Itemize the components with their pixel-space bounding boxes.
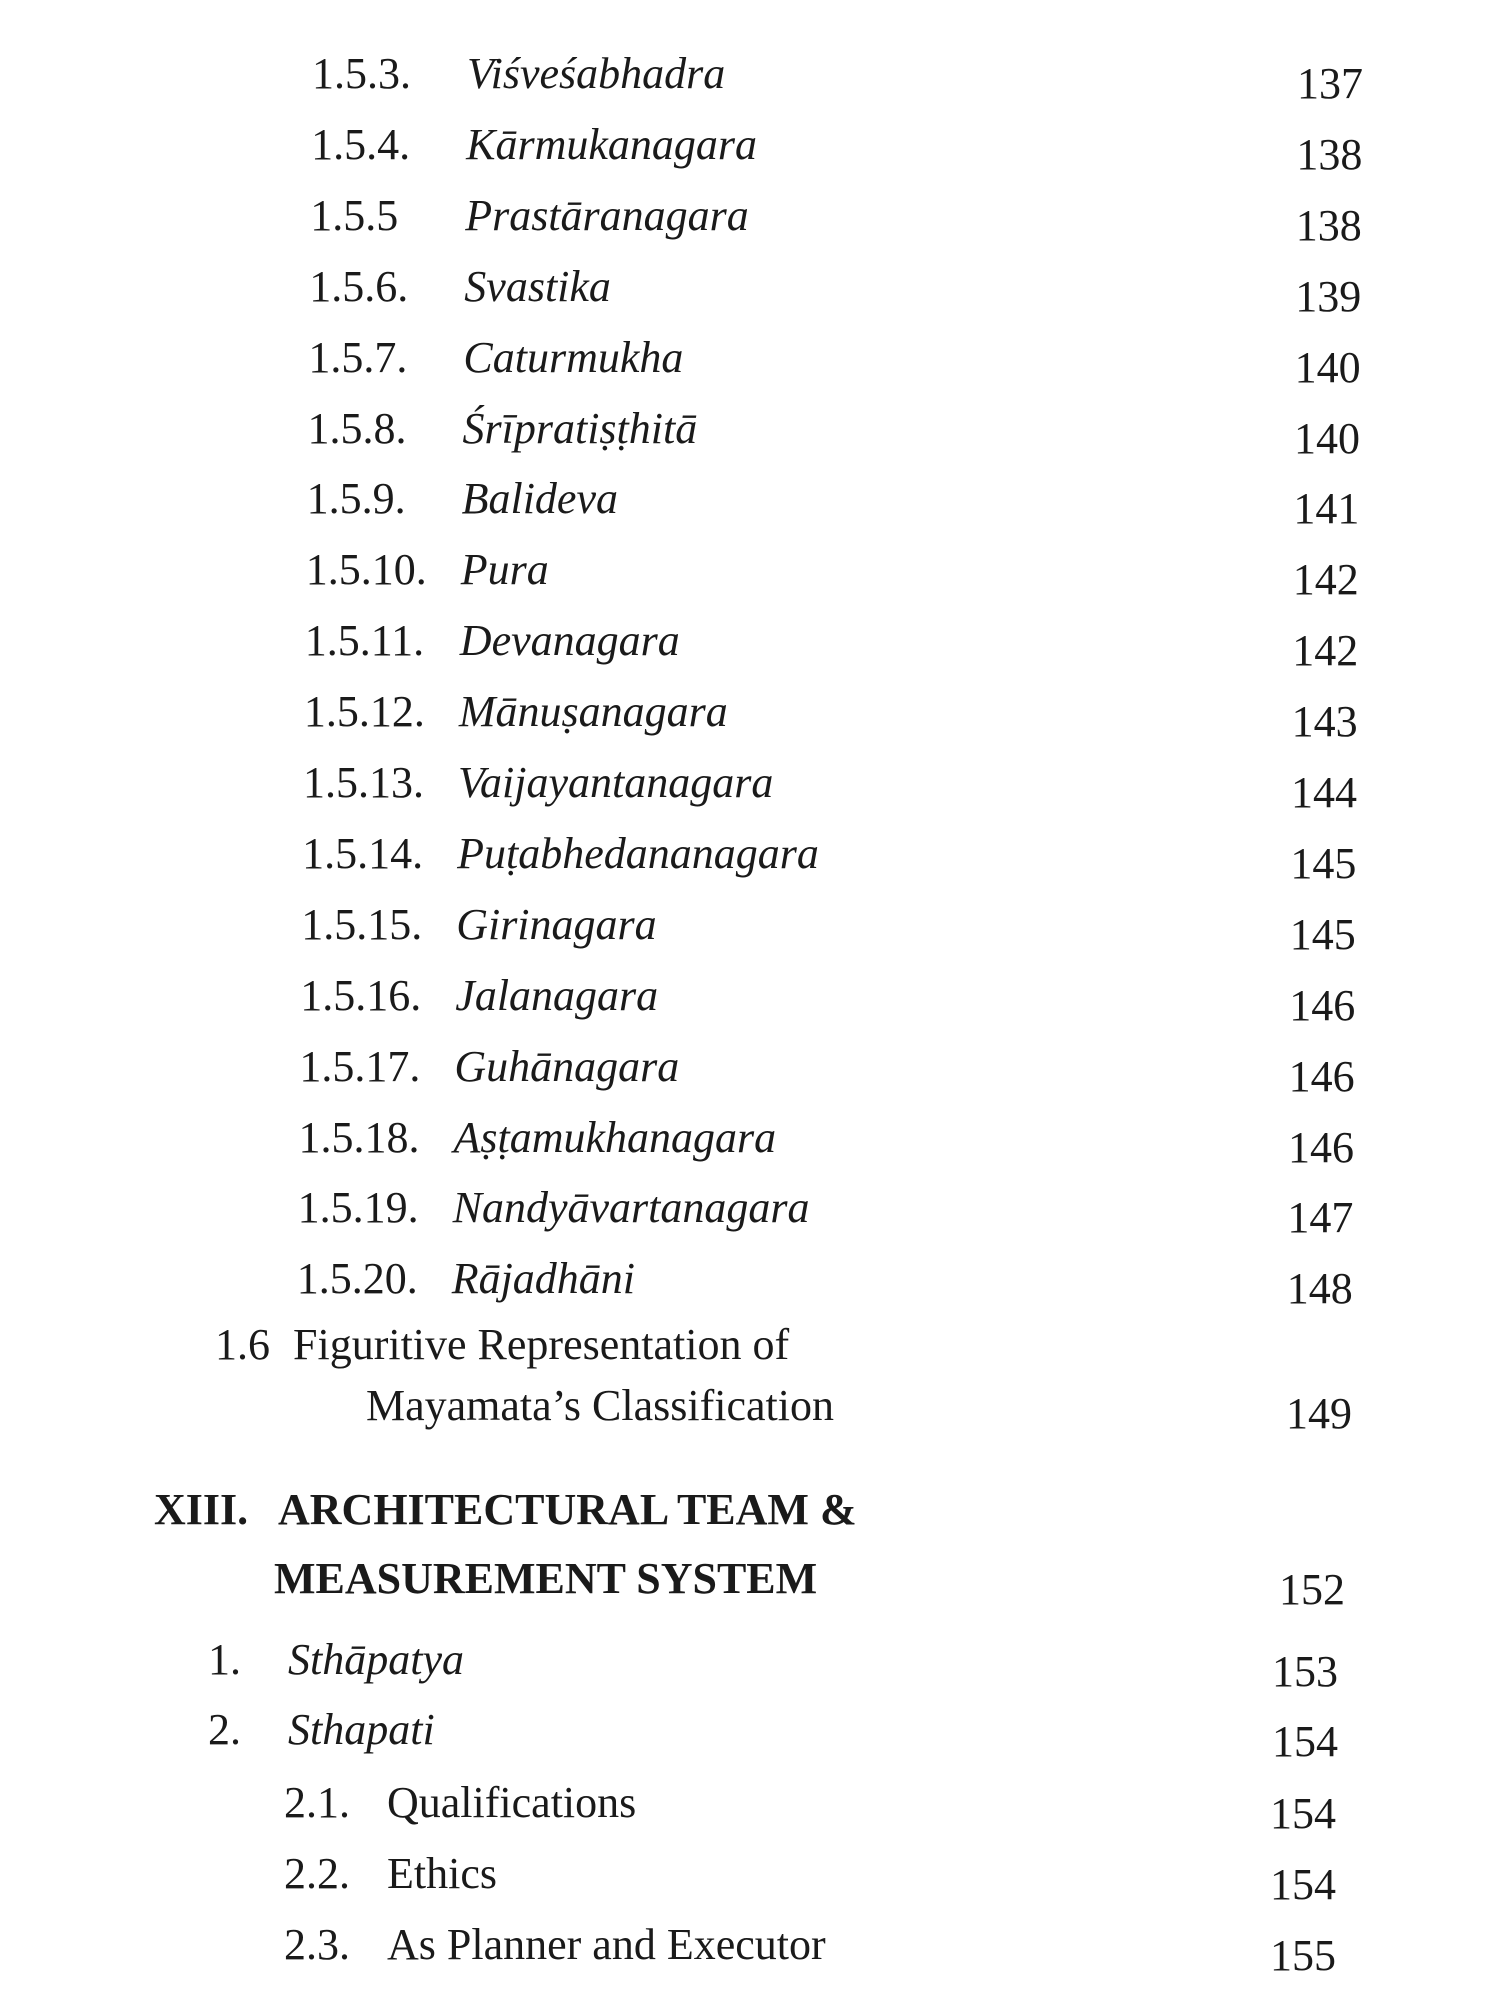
entry-number: 1.5.15. [301,899,423,949]
page-number: 144 [1291,768,1357,817]
entry-number: 1.5.18. [298,1112,420,1162]
page-number: 137 [1297,59,1363,108]
page-number: 138 [1295,200,1362,250]
entry-number: 1.5.8. [307,403,407,453]
entry-title: Balideva [461,474,618,524]
entry-title: Qualifications [387,1778,637,1827]
page-number: 145 [1289,909,1356,959]
entry-title: Sthāpatya [288,1635,464,1684]
page-number: 148 [1286,1264,1353,1314]
page-number: 146 [1289,980,1356,1030]
chapter-title-line2: MEASUREMENT SYSTEM [274,1554,818,1603]
entry-number: 1.5.13. [303,758,424,807]
page-number: 147 [1287,1193,1354,1243]
page-number: 153 [1272,1647,1338,1696]
entry-number: 1.5.7. [308,332,408,382]
entry-title: Kārmukanagara [466,119,757,169]
entry-title: Pura [460,545,549,595]
entry-number: 1.5.9. [306,474,406,524]
entry-title: Caturmukha [463,332,684,382]
entry-number: 1.5.3. [312,49,411,98]
page-number: 143 [1291,697,1358,747]
entry-title: Vaijayantanagara [458,758,774,807]
entry-title: Nandyāvartanagara [452,1183,810,1233]
entry-title-line2: Mayamata’s Classification [366,1381,834,1430]
entry-number: 1.5.14. [302,828,424,878]
entry-number: 1.5.12. [303,687,425,737]
page-number: 139 [1295,271,1362,321]
entry-number: 1.5.19. [297,1183,419,1233]
entry-number: 1.5.5 [310,190,399,240]
page-number: 142 [1292,626,1359,676]
entry-title: Aṣṭamukhanagara [453,1112,777,1162]
page-number: 146 [1288,1051,1355,1101]
entry-number: 1.5.4. [311,119,411,169]
entry-title: Rājadhāni [451,1254,636,1304]
page-number: 145 [1290,838,1357,888]
entry-number: 1.5.17. [299,1041,421,1091]
page-number: 142 [1292,555,1359,605]
entry-number: 2.2. [284,1849,350,1898]
entry-number: 1.6 [215,1320,270,1369]
entry-title: Prastāranagara [465,190,749,240]
entry-number: 1. [208,1635,241,1684]
entry-title: Devanagara [459,616,680,666]
entry-title: Jalanagara [455,970,659,1020]
entry-title: Ethics [387,1849,497,1898]
page-number: 146 [1288,1122,1354,1172]
chapter-number: XIII. [154,1485,249,1534]
entry-title-line1: Figuritive Representation of [293,1320,790,1369]
page-number: 152 [1279,1565,1345,1614]
entry-title: Śrīpratiṣṭhitā [462,403,698,453]
page-number: 140 [1294,342,1361,392]
page-number: 138 [1296,129,1363,179]
entry-number: 2.1. [284,1778,350,1827]
page-number: 149 [1286,1389,1352,1438]
entry-title: Mānuṣanagara [458,687,728,737]
entry-number: 2. [208,1705,241,1754]
chapter-title-line1: ARCHITECTURAL TEAM & [278,1485,857,1534]
page-number: 154 [1272,1717,1338,1766]
page-number: 155 [1270,1931,1336,1980]
entry-number: 2.3. [284,1920,350,1969]
page-number: 140 [1294,413,1360,463]
page-number: 154 [1270,1860,1336,1909]
entry-title: Puṭabhedananagara [457,828,819,878]
entry-number: 1.5.10. [305,545,427,595]
entry-title: Guhānagara [454,1041,680,1091]
entry-number: 1.5.6. [309,261,409,311]
entry-title: Svastika [464,261,611,311]
page-number: 154 [1270,1789,1336,1838]
page-number: 141 [1293,484,1360,534]
entry-number: 1.5.11. [304,616,425,666]
entry-title: Sthapati [288,1705,435,1754]
entry-number: 1.5.20. [296,1254,418,1304]
entry-title: Viśveśabhadra [467,49,726,98]
entry-title: Girinagara [456,899,657,949]
entry-number: 1.5.16. [300,970,422,1020]
entry-title: As Planner and Executor [387,1920,826,1969]
